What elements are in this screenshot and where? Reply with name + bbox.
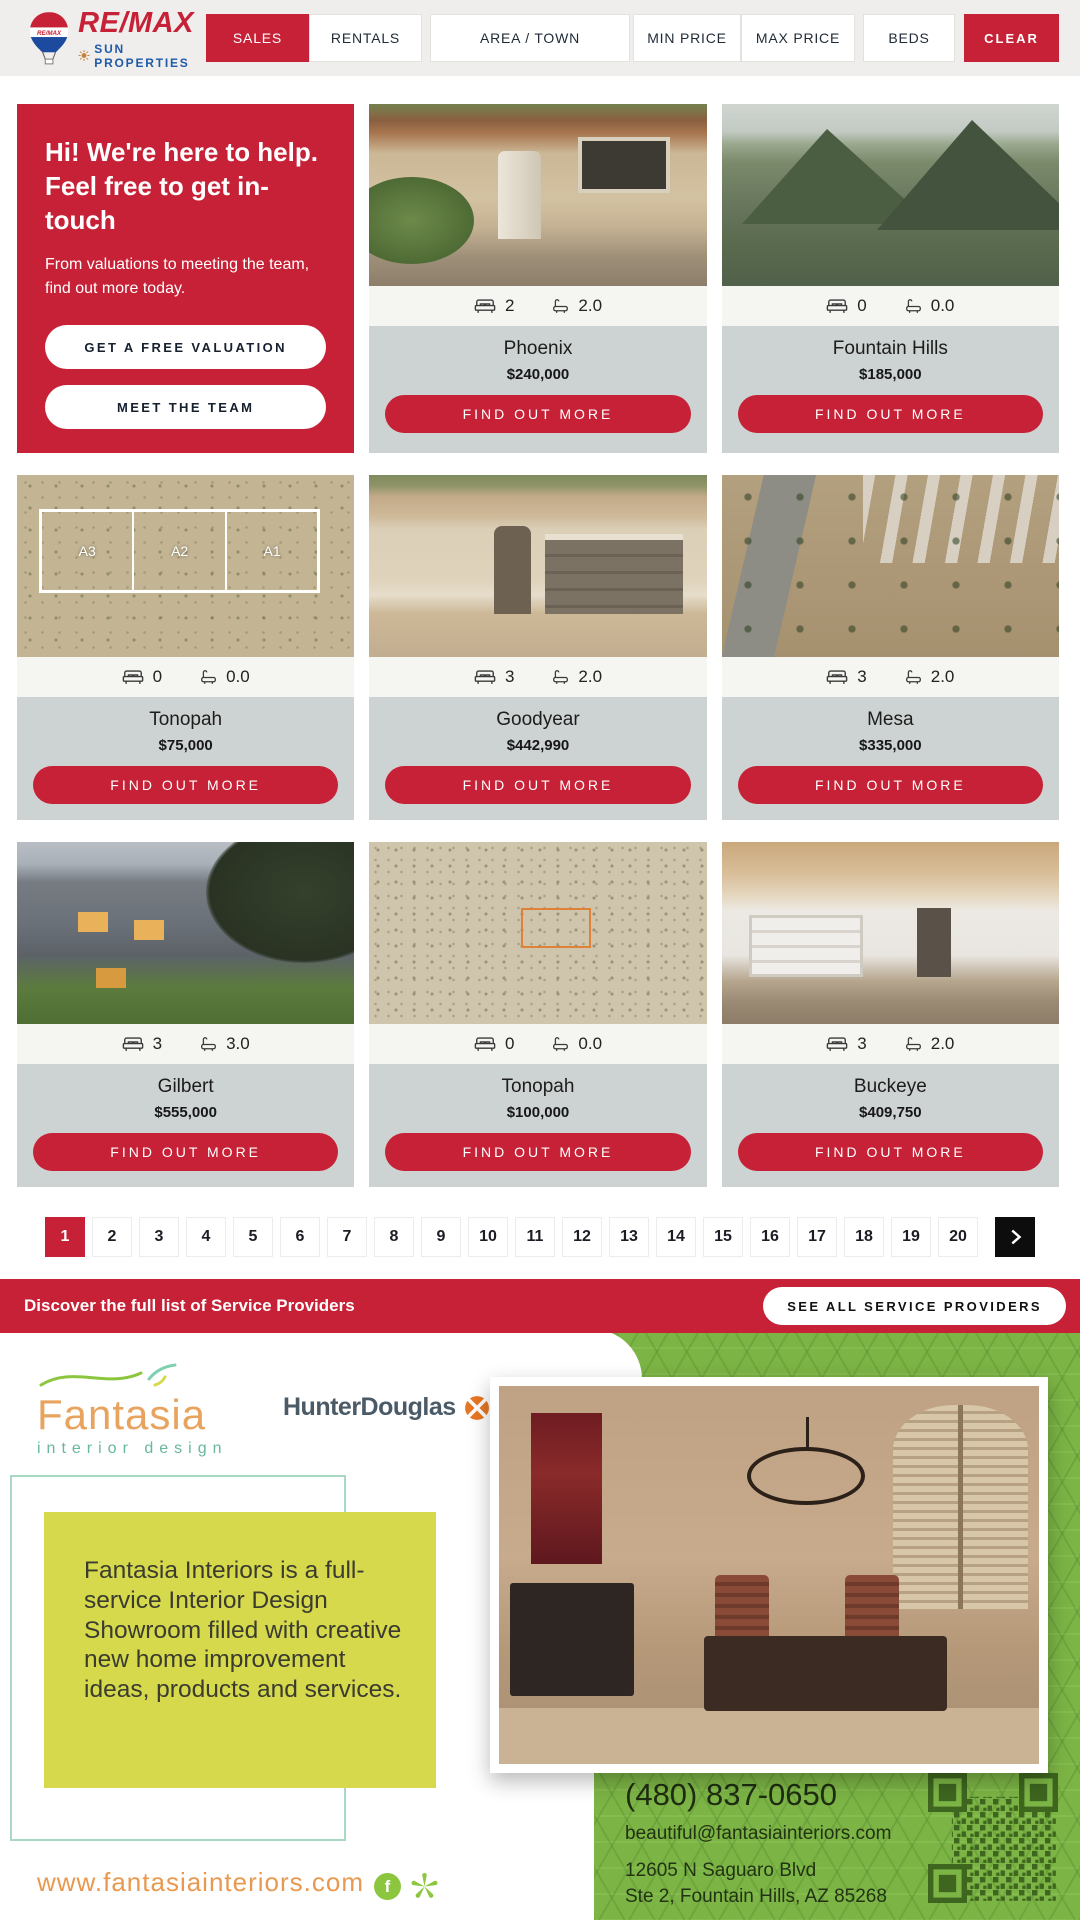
baths-count: 2.0 [578, 296, 603, 315]
listing-photo [369, 842, 706, 1024]
listing-card [722, 104, 1059, 453]
brand-subtitle: SUN PROPERTIES [94, 41, 190, 70]
listing-price: $75,000 [158, 737, 213, 755]
find-out-more-button[interactable]: FIND OUT MORE [738, 395, 1043, 433]
page-6-button[interactable]: 6 [280, 1217, 320, 1257]
tab-rentals[interactable]: RENTALS [309, 14, 422, 62]
find-out-more-button[interactable]: FIND OUT MORE [33, 766, 338, 804]
bed-icon [122, 669, 144, 685]
address-line-1: 12605 N Saguaro Blvd [625, 1860, 817, 1882]
bath-icon [200, 669, 217, 686]
listing-photo [722, 475, 1059, 657]
listing-photo [17, 475, 354, 657]
listing-card [369, 842, 706, 1187]
bed-icon [474, 1036, 496, 1052]
page-14-button[interactable]: 14 [656, 1217, 696, 1257]
console-cabinet [510, 1583, 634, 1696]
beds-count: 0 [857, 296, 867, 315]
tab-sales[interactable]: SALES [206, 14, 309, 62]
fantasia-description: Fantasia Interiors is a full-service Interior Design Showroom filled with creative new home improvement ideas, products and services. [84, 1557, 402, 1703]
listing-card [369, 104, 706, 453]
free-valuation-button[interactable]: GET A FREE VALUATION [45, 325, 326, 369]
tab-area-town[interactable]: AREA / TOWN [430, 14, 630, 62]
baths-count: 0.0 [578, 1034, 603, 1054]
find-out-more-button[interactable]: FIND OUT MORE [738, 766, 1043, 804]
sun-icon [78, 48, 90, 63]
beds-count: 2 [504, 296, 515, 315]
hunter-douglas-icon [464, 1395, 490, 1421]
find-out-more-button[interactable]: FIND OUT MORE [33, 1133, 338, 1171]
beds-count: 0 [504, 1034, 515, 1054]
hunter-douglas-logo: HunterDouglas [283, 1393, 490, 1422]
bed-icon [826, 1036, 848, 1052]
listing-price: $335,000 [859, 737, 922, 755]
header [0, 0, 1080, 76]
chandelier [747, 1447, 865, 1505]
dining-table [704, 1636, 947, 1712]
listing-city: Goodyear [496, 709, 580, 731]
facebook-icon[interactable]: f [374, 1873, 401, 1900]
brand-logo [28, 7, 200, 70]
wall-art [531, 1413, 601, 1564]
page-5-button[interactable]: 5 [233, 1217, 273, 1257]
listing-city: Gilbert [157, 1076, 214, 1098]
promo-title: Hi! We're here to help. Feel free to get in-touch [45, 137, 318, 235]
page-13-button[interactable]: 13 [609, 1217, 649, 1257]
listing-photo [369, 104, 706, 286]
qr-code [928, 1773, 1058, 1903]
tab-min-price[interactable]: MIN PRICE [633, 14, 741, 62]
page-12-button[interactable]: 12 [562, 1217, 602, 1257]
listing-card [17, 842, 354, 1187]
listings-grid [0, 76, 1080, 1187]
banner-text: Discover the full list of Service Providers [24, 1296, 355, 1316]
bed-icon [474, 669, 496, 685]
find-out-more-button[interactable]: FIND OUT MORE [385, 395, 690, 433]
beds-count: 3 [857, 1034, 867, 1054]
listing-city: Mesa [867, 709, 914, 731]
service-providers-banner [0, 1279, 1080, 1333]
next-page-button[interactable] [995, 1217, 1035, 1257]
fantasia-tagline: interior design [37, 1440, 228, 1458]
page-15-button[interactable]: 15 [703, 1217, 743, 1257]
listing-city: Fountain Hills [832, 338, 948, 359]
listing-price: $185,000 [859, 366, 922, 383]
pagination [0, 1217, 1080, 1257]
listing-price: $442,990 [506, 737, 570, 755]
chevron-right-icon [1004, 1226, 1026, 1248]
page-20-button[interactable]: 20 [938, 1217, 978, 1257]
page-7-button[interactable]: 7 [327, 1217, 367, 1257]
bed-icon [474, 298, 496, 314]
page-8-button[interactable]: 8 [374, 1217, 414, 1257]
page-16-button[interactable]: 16 [750, 1217, 790, 1257]
baths-count: 2.0 [930, 1034, 955, 1054]
bed-icon [122, 1036, 144, 1052]
fantasia-logo [37, 1363, 228, 1458]
baths-count: 3.0 [226, 1034, 250, 1054]
find-out-more-button[interactable]: FIND OUT MORE [738, 1133, 1043, 1171]
listing-card [722, 842, 1059, 1187]
listing-price: $555,000 [154, 1104, 217, 1122]
listing-photo [369, 475, 706, 657]
listing-photo [722, 842, 1059, 1024]
promo-card [17, 104, 354, 453]
email-address: beautiful@fantasiainteriors.com [625, 1823, 892, 1845]
brand-name: RE/MAX [78, 6, 194, 39]
bath-icon [905, 298, 922, 315]
social-icons [374, 1873, 438, 1900]
bed-icon [826, 298, 848, 314]
tab-max-price[interactable]: MAX PRICE [741, 14, 855, 62]
page-4-button[interactable]: 4 [186, 1217, 226, 1257]
plot-label: A1 [263, 543, 281, 560]
listing-city: Buckeye [853, 1076, 927, 1098]
land-plot-overlay [39, 509, 320, 593]
clear-filters-button[interactable]: CLEAR [964, 14, 1059, 62]
page-19-button[interactable]: 19 [891, 1217, 931, 1257]
listing-city: Tonopah [149, 709, 223, 731]
plot-label: A3 [42, 512, 134, 590]
beds-count: 3 [504, 667, 515, 687]
page-1-button[interactable]: 1 [45, 1217, 85, 1257]
fantasia-swirl-icon [37, 1363, 197, 1389]
beds-count: 0 [152, 667, 163, 687]
listing-price: $240,000 [506, 366, 570, 383]
listing-city: Tonopah [501, 1076, 575, 1098]
remax-balloon-icon [28, 7, 70, 69]
description-box [44, 1512, 436, 1788]
baths-count: 2.0 [930, 667, 955, 687]
listing-card [369, 475, 706, 820]
see-all-service-providers-button[interactable]: SEE ALL SERVICE PROVIDERS [763, 1287, 1066, 1325]
phone-number: (480) 837-0650 [625, 1777, 837, 1813]
bath-icon [905, 669, 922, 686]
yelp-icon[interactable] [411, 1873, 438, 1900]
page-9-button[interactable]: 9 [421, 1217, 461, 1257]
bath-icon [552, 1036, 569, 1053]
website-link[interactable]: www.fantasiainteriors.com [37, 1867, 364, 1898]
tab-beds[interactable]: BEDS [863, 14, 955, 62]
contact-block [625, 1777, 891, 1909]
bath-icon [200, 1036, 217, 1053]
find-out-more-button[interactable]: FIND OUT MORE [385, 1133, 690, 1171]
baths-count: 0.0 [226, 667, 250, 687]
page-17-button[interactable]: 17 [797, 1217, 837, 1257]
page-2-button[interactable]: 2 [92, 1217, 132, 1257]
baths-count: 0.0 [930, 296, 955, 315]
bath-icon [552, 298, 569, 315]
listing-card [722, 475, 1059, 820]
fantasia-name: Fantasia [37, 1391, 207, 1439]
listing-photo [17, 842, 354, 1024]
listing-price: $409,750 [859, 1104, 922, 1122]
footer-ad [0, 1333, 1080, 1920]
address-line-2: Ste 2, Fountain Hills, AZ 85268 [625, 1886, 887, 1908]
beds-count: 3 [857, 667, 867, 687]
promo-body: From valuations to meeting the team, find out more today. [45, 256, 310, 298]
listing-card [17, 475, 354, 820]
page-10-button[interactable]: 10 [468, 1217, 508, 1257]
plot-label: A2 [134, 512, 226, 590]
svg-text:RE/MAX: RE/MAX [36, 30, 62, 38]
bath-icon [552, 669, 569, 686]
window-shutters [893, 1405, 1028, 1609]
find-out-more-button[interactable]: FIND OUT MORE [385, 766, 690, 804]
page-18-button[interactable]: 18 [844, 1217, 884, 1257]
listing-price: $100,000 [506, 1104, 570, 1122]
interior-photo [490, 1377, 1048, 1773]
beds-count: 3 [152, 1034, 163, 1054]
bed-icon [826, 669, 848, 685]
bath-icon [905, 1036, 922, 1053]
listing-city: Phoenix [503, 338, 573, 359]
page-3-button[interactable]: 3 [139, 1217, 179, 1257]
filter-tabs [206, 14, 1059, 62]
baths-count: 2.0 [578, 667, 603, 687]
meet-team-button[interactable]: MEET THE TEAM [45, 385, 326, 429]
page-11-button[interactable]: 11 [515, 1217, 555, 1257]
listing-photo [722, 104, 1059, 286]
